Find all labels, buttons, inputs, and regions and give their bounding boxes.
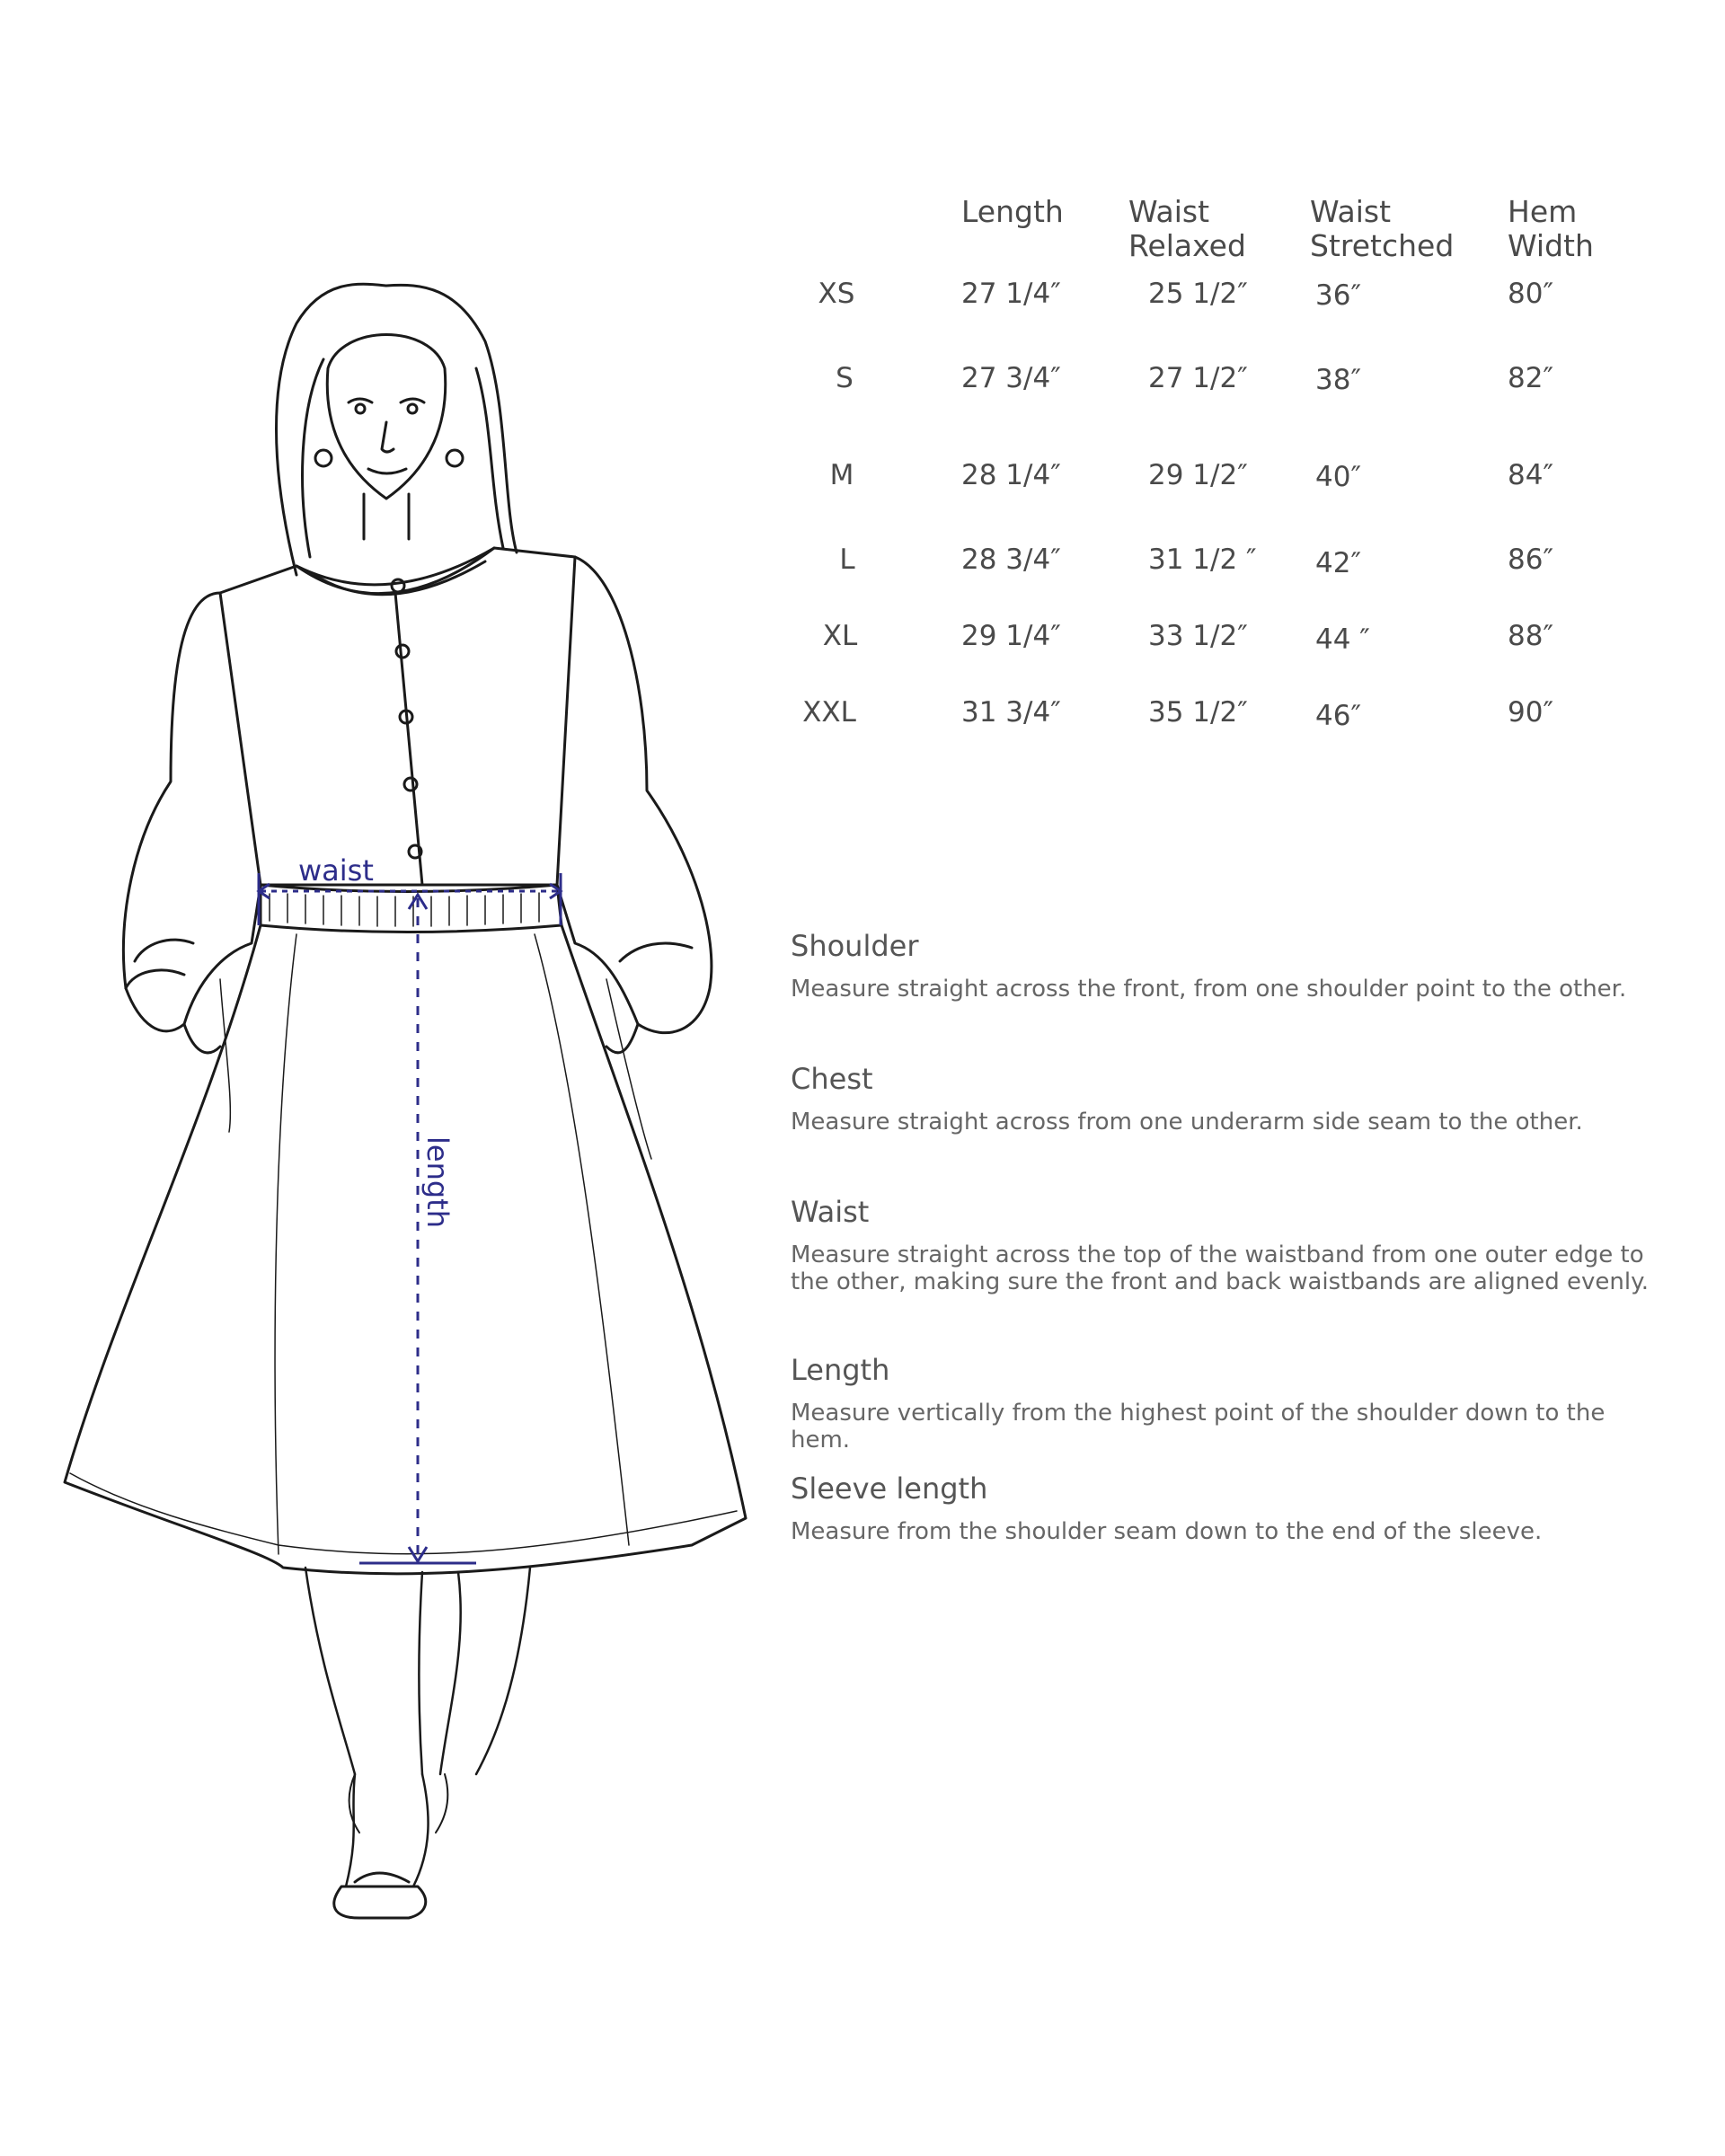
waist-relaxed-cell: 25 1/2″ (1148, 278, 1248, 310)
size-label: M (829, 459, 854, 491)
bodice-outline (220, 548, 575, 885)
length-cell: 28 3/4″ (961, 543, 1061, 576)
guide-text-waist: Measure straight across the top of the waistband from one outer edge to the other, making sure the front and back waistbands are aligned evenly. (791, 1241, 1650, 1295)
hem-width-cell: 82″ (1508, 362, 1554, 394)
size-label: XXL (802, 696, 856, 729)
header-hem-width: Hem Width (1508, 194, 1594, 263)
header-waist-stretched: Waist Stretched (1310, 194, 1455, 263)
guide-title-chest: Chest (791, 1062, 873, 1096)
hem-width-cell: 90″ (1508, 696, 1554, 729)
waist-relaxed-cell: 27 1/2″ (1148, 362, 1248, 394)
waist-stretched-cell: 36″ (1315, 279, 1362, 312)
guide-text-chest: Measure straight across from one underarm side seam to the other. (791, 1109, 1583, 1135)
length-measurement (359, 895, 476, 1563)
hair-outline (277, 284, 518, 575)
guide-text-sleeve-length: Measure from the shoulder seam down to the end of the sleeve. (791, 1518, 1543, 1545)
length-cell: 28 1/4″ (961, 459, 1061, 491)
left-sleeve (123, 593, 261, 1031)
hem-width-cell: 88″ (1508, 620, 1554, 652)
sandal (334, 1886, 426, 1918)
size-label: S (836, 362, 854, 394)
size-label: XL (822, 620, 858, 652)
hem-width-cell: 84″ (1508, 459, 1554, 491)
guide-title-sleeve-length: Sleeve length (791, 1471, 988, 1506)
length-label: length (420, 1136, 455, 1228)
hem-width-cell: 80″ (1508, 278, 1554, 310)
size-label: L (839, 543, 855, 576)
hem-width-cell: 86″ (1508, 543, 1554, 576)
header-waist-relaxed: Waist Relaxed (1128, 194, 1246, 263)
waist-relaxed-cell: 35 1/2″ (1148, 696, 1248, 729)
guide-title-length: Length (791, 1353, 890, 1387)
guide-title-waist: Waist (791, 1195, 870, 1229)
guide-text-shoulder: Measure straight across the front, from one shoulder point to the other. (791, 976, 1627, 1003)
waist-stretched-cell: 40″ (1315, 461, 1362, 493)
length-cell: 27 3/4″ (961, 362, 1061, 394)
waist-relaxed-cell: 29 1/2″ (1148, 459, 1248, 491)
guide-text-length: Measure vertically from the highest point of the shoulder down to the hem. (791, 1400, 1606, 1454)
waist-relaxed-cell: 31 1/2 ″ (1148, 543, 1257, 576)
right-sleeve (557, 557, 712, 1033)
skirt-outline (65, 925, 746, 1574)
length-cell: 31 3/4″ (961, 696, 1061, 729)
guide-title-shoulder: Shoulder (791, 929, 919, 963)
waist-stretched-cell: 44 ″ (1315, 623, 1370, 656)
header-length: Length (961, 194, 1064, 229)
length-cell: 27 1/4″ (961, 278, 1061, 310)
length-cell: 29 1/4″ (961, 620, 1061, 652)
waist-relaxed-cell: 33 1/2″ (1148, 620, 1248, 652)
waist-stretched-cell: 38″ (1315, 364, 1362, 396)
waist-stretched-cell: 42″ (1315, 547, 1362, 579)
waist-label: waist (298, 853, 374, 888)
dress-illustration (0, 0, 773, 2156)
waist-stretched-cell: 46″ (1315, 700, 1362, 732)
size-label: XS (818, 278, 855, 310)
legs (305, 1568, 530, 1774)
